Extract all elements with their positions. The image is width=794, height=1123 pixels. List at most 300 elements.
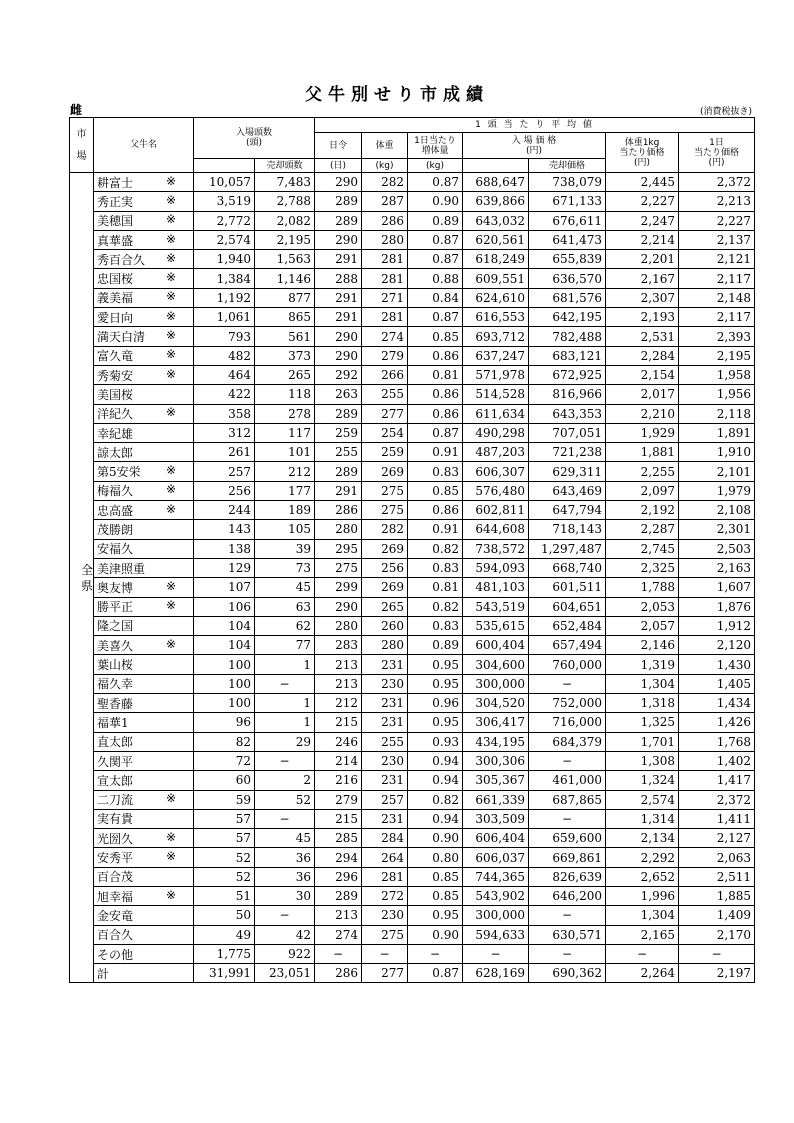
cell-day: 1,885: [679, 886, 755, 905]
weight-unit: (kg): [362, 159, 408, 173]
table-row: [70, 539, 755, 558]
table-row: [70, 173, 755, 192]
per-day-header: 1日 当たり価格 (円): [679, 133, 755, 173]
cell-entry: 1,192: [194, 288, 255, 307]
cell-entry: 2,772: [194, 211, 255, 230]
cell-dg: 0.82: [408, 539, 463, 558]
cell-sprice: −: [529, 944, 606, 963]
cell-wt: 281: [362, 308, 408, 327]
sold-head-header: 売却頭数: [255, 159, 315, 173]
table-row: [70, 520, 755, 539]
sire-name-cell: [94, 674, 194, 693]
cell-day: 1,768: [679, 732, 755, 751]
sire-name-cell: [94, 288, 194, 307]
cell-price: 624,610: [463, 288, 529, 307]
cell-day: 1,409: [679, 906, 755, 925]
cell-age: 214: [315, 751, 362, 770]
table-row: [70, 886, 755, 905]
cell-entry: 2,574: [194, 230, 255, 249]
sire-name-cell: [94, 790, 194, 809]
cell-sprice: 642,195: [529, 308, 606, 327]
sire-name-cell: [94, 462, 194, 481]
table-row: [70, 308, 755, 327]
cell-dg: 0.85: [408, 481, 463, 500]
cell-kg: 1,881: [606, 443, 679, 462]
cell-day: 2,118: [679, 404, 755, 423]
cell-dg: 0.90: [408, 829, 463, 848]
sire-name: 愛日向: [97, 310, 134, 325]
sire-name-cell: [94, 443, 194, 462]
sire-name-cell: [94, 713, 194, 732]
page-title: 父牛別せり市成績: [305, 85, 489, 105]
genomic-mark: ※: [165, 887, 176, 902]
cell-price: 490,298: [463, 423, 529, 442]
cell-sold: 77: [255, 636, 315, 655]
genomic-mark: ※: [165, 598, 176, 613]
cell-sprice: 646,200: [529, 886, 606, 905]
age-unit: (日): [315, 159, 362, 173]
results-table: [69, 117, 755, 983]
cell-sold: 45: [255, 578, 315, 597]
total-dg: 0.87: [408, 964, 463, 983]
table-row: [70, 790, 755, 809]
cell-sprice: 671,133: [529, 192, 606, 211]
cell-sold: −: [255, 751, 315, 770]
cell-kg: 2,574: [606, 790, 679, 809]
cell-dg: 0.80: [408, 848, 463, 867]
cell-price: 738,572: [463, 539, 529, 558]
sire-name-cell: [94, 308, 194, 327]
cell-dg: 0.82: [408, 597, 463, 616]
cell-entry: 3,519: [194, 192, 255, 211]
cell-sprice: 826,639: [529, 867, 606, 886]
cell-wt: 281: [362, 269, 408, 288]
cell-sprice: 782,488: [529, 327, 606, 346]
cell-sprice: 687,865: [529, 790, 606, 809]
sire-name-cell: [94, 732, 194, 751]
table-row: [70, 443, 755, 462]
cell-price: 644,608: [463, 520, 529, 539]
cell-age: 290: [315, 327, 362, 346]
cell-age: 213: [315, 674, 362, 693]
cell-kg: 1,701: [606, 732, 679, 751]
cell-wt: 265: [362, 597, 408, 616]
cell-sold: 52: [255, 790, 315, 809]
cell-kg: 2,053: [606, 597, 679, 616]
total-sold: 23,051: [255, 964, 315, 983]
cell-sprice: 629,311: [529, 462, 606, 481]
cell-sprice: 683,121: [529, 346, 606, 365]
cell-age: 289: [315, 886, 362, 905]
cell-entry: 72: [194, 751, 255, 770]
cell-age: 288: [315, 269, 362, 288]
cell-sprice: 681,576: [529, 288, 606, 307]
cell-price: 688,647: [463, 173, 529, 192]
sire-name-cell: [94, 616, 194, 635]
cell-price: 535,615: [463, 616, 529, 635]
sire-name: 奥友博: [97, 580, 134, 595]
cell-dg: 0.89: [408, 211, 463, 230]
cell-wt: 280: [362, 230, 408, 249]
cell-age: 215: [315, 809, 362, 828]
table-row: [70, 674, 755, 693]
cell-sprice: −: [529, 674, 606, 693]
cell-sold: 212: [255, 462, 315, 481]
cell-dg: 0.81: [408, 578, 463, 597]
sire-name: 直太郎: [97, 735, 134, 750]
cell-day: 2,117: [679, 269, 755, 288]
cell-entry: 100: [194, 674, 255, 693]
table-row: [70, 944, 755, 963]
cell-dg: 0.86: [408, 385, 463, 404]
cell-price: 618,249: [463, 250, 529, 269]
cell-age: 216: [315, 771, 362, 790]
sire-header: 父牛名: [94, 118, 194, 173]
cell-sold: 73: [255, 558, 315, 577]
cell-day: −: [679, 944, 755, 963]
cell-price: 606,037: [463, 848, 529, 867]
table-row: [70, 250, 755, 269]
cell-sold: 45: [255, 829, 315, 848]
table-row: [70, 925, 755, 944]
sire-name-cell: [94, 636, 194, 655]
cell-sold: 561: [255, 327, 315, 346]
cell-sold: 30: [255, 886, 315, 905]
cell-sprice: −: [529, 751, 606, 770]
cell-day: 1,958: [679, 365, 755, 384]
cell-age: −: [315, 944, 362, 963]
cell-sprice: 647,794: [529, 501, 606, 520]
genomic-mark: ※: [165, 849, 176, 864]
cell-sold: 117: [255, 423, 315, 442]
table-row: [70, 288, 755, 307]
table-row: [70, 211, 755, 230]
cell-dg: 0.91: [408, 520, 463, 539]
sire-name-cell: [94, 481, 194, 500]
cell-entry: 107: [194, 578, 255, 597]
cell-sold: 1: [255, 655, 315, 674]
sire-name-cell: [94, 365, 194, 384]
cell-day: 2,301: [679, 520, 755, 539]
cell-sprice: 721,238: [529, 443, 606, 462]
cell-price: 304,520: [463, 694, 529, 713]
cell-age: 283: [315, 636, 362, 655]
cell-entry: 82: [194, 732, 255, 751]
sire-name-cell: [94, 578, 194, 597]
cell-wt: 255: [362, 732, 408, 751]
cell-sold: 1: [255, 694, 315, 713]
cell-day: 2,148: [679, 288, 755, 307]
table-row: [70, 462, 755, 481]
table-row: [70, 385, 755, 404]
tax-note: (消費税抜き): [699, 107, 752, 117]
genomic-mark: ※: [165, 829, 176, 844]
sire-name-cell: [94, 211, 194, 230]
cell-sold: 865: [255, 308, 315, 327]
sire-name: 安福久: [97, 542, 134, 557]
cell-entry: 60: [194, 771, 255, 790]
table-row: [70, 327, 755, 346]
cell-entry: 1,384: [194, 269, 255, 288]
cell-age: 294: [315, 848, 362, 867]
cell-dg: 0.96: [408, 694, 463, 713]
cell-price: 571,978: [463, 365, 529, 384]
sire-name-cell: [94, 906, 194, 925]
genomic-mark: ※: [165, 791, 176, 806]
sire-name-cell: [94, 423, 194, 442]
total-row: [70, 964, 755, 983]
table-row: [70, 597, 755, 616]
sire-name: 福久幸: [97, 677, 134, 692]
avg-group-header: 1 頭 当 た り 平 均 値: [315, 118, 755, 133]
cell-sprice: 684,379: [529, 732, 606, 751]
cell-wt: 282: [362, 173, 408, 192]
cell-sprice: 716,000: [529, 713, 606, 732]
dg-header: 1日当たり 増体量: [408, 133, 463, 159]
cell-sold: 101: [255, 443, 315, 462]
cell-kg: 2,167: [606, 269, 679, 288]
cell-dg: 0.81: [408, 365, 463, 384]
cell-day: 1,891: [679, 423, 755, 442]
sire-name-cell: [94, 597, 194, 616]
cell-sold: 189: [255, 501, 315, 520]
cell-price: 693,712: [463, 327, 529, 346]
cell-kg: 1,314: [606, 809, 679, 828]
cell-sprice: 672,925: [529, 365, 606, 384]
cell-sprice: 641,473: [529, 230, 606, 249]
cell-sold: 2,788: [255, 192, 315, 211]
cell-entry: 143: [194, 520, 255, 539]
sire-name-cell: [94, 192, 194, 211]
genomic-mark: ※: [165, 501, 176, 516]
sire-name-cell: [94, 269, 194, 288]
cell-age: 289: [315, 404, 362, 423]
table-row: [70, 809, 755, 828]
cell-entry: 59: [194, 790, 255, 809]
entry-sub-header: [194, 159, 255, 173]
cell-day: 2,108: [679, 501, 755, 520]
cell-price: 487,203: [463, 443, 529, 462]
cell-age: 291: [315, 481, 362, 500]
cell-day: 1,405: [679, 674, 755, 693]
total-price: 628,169: [463, 964, 529, 983]
genomic-mark: ※: [165, 366, 176, 381]
cell-price: 300,000: [463, 674, 529, 693]
cell-dg: 0.95: [408, 713, 463, 732]
cell-dg: 0.86: [408, 346, 463, 365]
sire-name: 美津照重: [97, 561, 146, 576]
cell-sold: 877: [255, 288, 315, 307]
table-row: [70, 192, 755, 211]
cell-kg: 1,325: [606, 713, 679, 732]
table-row: [70, 771, 755, 790]
cell-entry: 482: [194, 346, 255, 365]
cell-dg: 0.87: [408, 173, 463, 192]
cell-kg: 2,325: [606, 558, 679, 577]
cell-wt: 275: [362, 481, 408, 500]
cell-entry: 257: [194, 462, 255, 481]
cell-age: 280: [315, 616, 362, 635]
cell-kg: 2,652: [606, 867, 679, 886]
cell-sold: −: [255, 809, 315, 828]
cell-entry: 138: [194, 539, 255, 558]
cell-price: 300,306: [463, 751, 529, 770]
cell-entry: 106: [194, 597, 255, 616]
cell-day: 2,127: [679, 829, 755, 848]
sire-name-cell: [94, 327, 194, 346]
cell-day: 2,213: [679, 192, 755, 211]
cell-price: 620,561: [463, 230, 529, 249]
cell-kg: 2,134: [606, 829, 679, 848]
cell-price: 602,811: [463, 501, 529, 520]
sire-name-cell: [94, 829, 194, 848]
cell-price: 639,866: [463, 192, 529, 211]
cell-wt: 284: [362, 829, 408, 848]
cell-age: 213: [315, 655, 362, 674]
cell-sprice: 718,143: [529, 520, 606, 539]
cell-dg: 0.83: [408, 558, 463, 577]
cell-entry: 422: [194, 385, 255, 404]
cell-price: 643,032: [463, 211, 529, 230]
cell-entry: 96: [194, 713, 255, 732]
cell-dg: 0.85: [408, 867, 463, 886]
cell-price: 514,528: [463, 385, 529, 404]
sire-name: 第5安栄: [97, 465, 141, 480]
cell-dg: 0.94: [408, 771, 463, 790]
sire-name: その他: [97, 947, 134, 962]
sire-name-cell: [94, 809, 194, 828]
sire-name-cell: [94, 520, 194, 539]
sire-name: 耕富士: [97, 175, 134, 190]
cell-price: 616,553: [463, 308, 529, 327]
cell-wt: 269: [362, 462, 408, 481]
cell-day: 1,434: [679, 694, 755, 713]
cell-kg: 1,308: [606, 751, 679, 770]
cell-sold: 278: [255, 404, 315, 423]
cell-day: 2,393: [679, 327, 755, 346]
cell-dg: −: [408, 944, 463, 963]
cell-age: 246: [315, 732, 362, 751]
cell-wt: 231: [362, 809, 408, 828]
sire-name-cell: [94, 751, 194, 770]
cell-day: 2,511: [679, 867, 755, 886]
cell-age: 263: [315, 385, 362, 404]
cell-day: 2,101: [679, 462, 755, 481]
sire-name: 福華1: [97, 715, 129, 730]
cell-entry: 129: [194, 558, 255, 577]
cell-price: 594,633: [463, 925, 529, 944]
sire-name: 真華盛: [97, 233, 134, 248]
cell-wt: 257: [362, 790, 408, 809]
cell-wt: 256: [362, 558, 408, 577]
cell-dg: 0.94: [408, 809, 463, 828]
cell-price: 600,404: [463, 636, 529, 655]
cell-age: 275: [315, 558, 362, 577]
cell-price: 606,404: [463, 829, 529, 848]
cell-sprice: 669,861: [529, 848, 606, 867]
sire-name-cell: [94, 655, 194, 674]
cell-day: 2,227: [679, 211, 755, 230]
cell-dg: 0.87: [408, 308, 463, 327]
cell-kg: 2,255: [606, 462, 679, 481]
cell-kg: 2,745: [606, 539, 679, 558]
cell-day: 2,120: [679, 636, 755, 655]
sire-name: 安秀平: [97, 851, 134, 866]
sire-name-cell: [94, 694, 194, 713]
cell-kg: 2,307: [606, 288, 679, 307]
sire-name: 秀百合久: [97, 252, 146, 267]
cell-kg: 2,154: [606, 365, 679, 384]
cell-sold: 36: [255, 867, 315, 886]
sire-name: 茂勝朗: [97, 522, 134, 537]
cell-sprice: 707,051: [529, 423, 606, 442]
cell-sold: 62: [255, 616, 315, 635]
sire-name-cell: [94, 867, 194, 886]
table-row: [70, 404, 755, 423]
cell-day: 1,912: [679, 616, 755, 635]
cell-day: 2,063: [679, 848, 755, 867]
table-row: [70, 867, 755, 886]
sire-name-cell: [94, 925, 194, 944]
cell-day: 2,121: [679, 250, 755, 269]
sire-name: 旭幸福: [97, 889, 134, 904]
cell-day: 1,979: [679, 481, 755, 500]
sire-name-cell: [94, 385, 194, 404]
cell-age: 290: [315, 173, 362, 192]
cell-entry: 104: [194, 636, 255, 655]
cell-kg: 1,304: [606, 906, 679, 925]
cell-day: 2,117: [679, 308, 755, 327]
cell-day: 2,372: [679, 790, 755, 809]
cell-sprice: 601,511: [529, 578, 606, 597]
sire-name: 義美福: [97, 291, 134, 306]
cell-sold: 7,483: [255, 173, 315, 192]
sold-price-header: 売却価格: [529, 159, 606, 173]
cell-wt: 255: [362, 385, 408, 404]
cell-age: 255: [315, 443, 362, 462]
cell-wt: 231: [362, 713, 408, 732]
genomic-mark: ※: [165, 482, 176, 497]
cell-entry: 261: [194, 443, 255, 462]
cell-entry: 358: [194, 404, 255, 423]
cell-price: −: [463, 944, 529, 963]
cell-price: 744,365: [463, 867, 529, 886]
cell-price: 434,195: [463, 732, 529, 751]
cell-kg: 2,227: [606, 192, 679, 211]
cell-price: 543,519: [463, 597, 529, 616]
sire-name: 光圀久: [97, 831, 134, 846]
cell-price: 303,509: [463, 809, 529, 828]
cell-sprice: 652,484: [529, 616, 606, 635]
genomic-mark: ※: [165, 463, 176, 478]
cell-sprice: 636,570: [529, 269, 606, 288]
cell-price: 306,417: [463, 713, 529, 732]
cell-price: 543,902: [463, 886, 529, 905]
table-row: [70, 230, 755, 249]
cell-wt: 230: [362, 906, 408, 925]
sire-name-cell: [94, 173, 194, 192]
table-row: [70, 829, 755, 848]
cell-wt: 269: [362, 539, 408, 558]
cell-age: 295: [315, 539, 362, 558]
sex-label: 雌: [70, 103, 83, 117]
cell-sprice: 752,000: [529, 694, 606, 713]
genomic-mark: ※: [165, 289, 176, 304]
cell-wt: 280: [362, 636, 408, 655]
cell-entry: 464: [194, 365, 255, 384]
cell-wt: 260: [362, 616, 408, 635]
sire-name-cell: [94, 230, 194, 249]
